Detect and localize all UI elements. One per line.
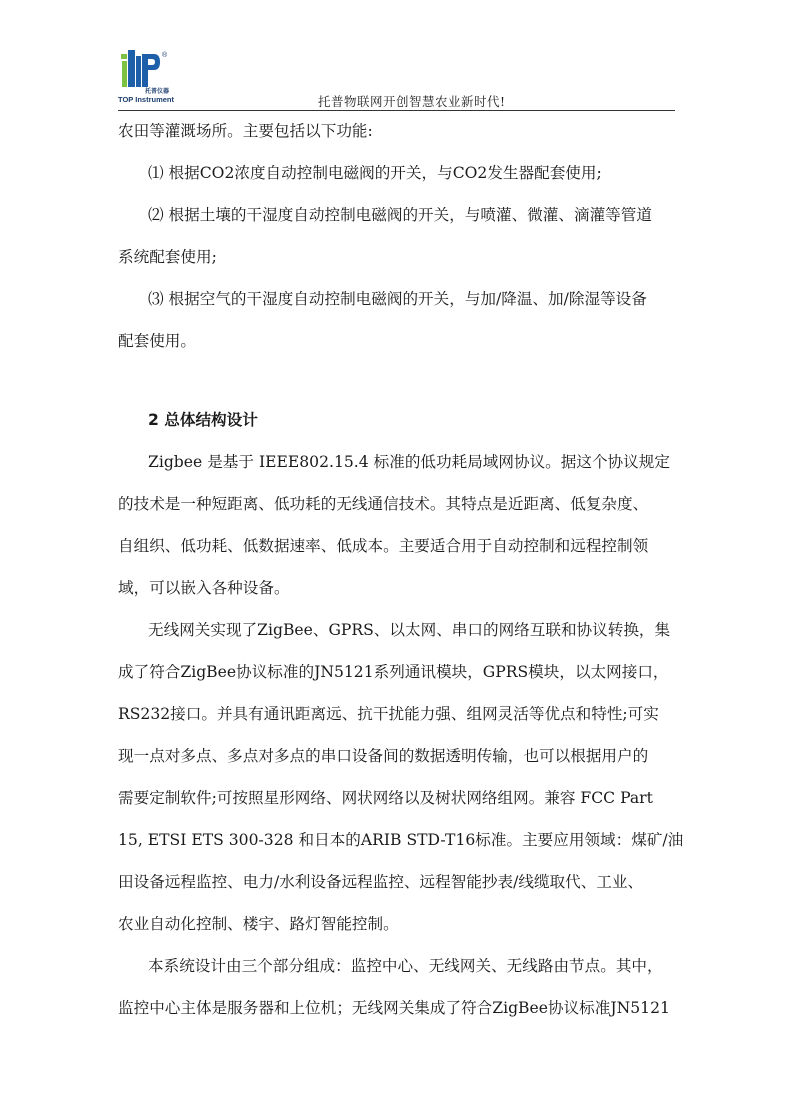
registered-mark: ®	[162, 52, 168, 59]
paragraph-line: RS232接口。并具有通讯距离远、抗干扰能力强、组网灵活等优点和特性;可实	[118, 705, 659, 723]
company-logo	[118, 50, 188, 106]
paragraph-line: 本系统设计由三个部分组成：监控中心、无线网关、无线路由节点。其中，	[148, 957, 663, 975]
paragraph-line: 系统配套使用;	[118, 248, 217, 266]
list-item-line: ⑵ 根据土壤的干湿度自动控制电磁阀的开关，与喷灌、微灌、滴灌等管道	[148, 206, 652, 224]
paragraph-line: 15, ETSI ETS 300-328 和日本的ARIB STD-T16标准。主要应用领域：煤矿/油	[118, 831, 684, 849]
paragraph-line: 无线网关实现了ZigBee、GPRS、以太网、串口的网络互联和协议转换，集	[148, 621, 671, 639]
paragraph-line: 域，可以嵌入各种设备。	[118, 579, 290, 597]
paragraph-line: 农田等灌溉场所。主要包括以下功能:	[118, 122, 373, 140]
paragraph-line: 成了符合ZigBee协议标准的JN5121系列通讯模块，GPRS模块，以太网接口，	[118, 663, 669, 681]
section-heading: 2 总体结构设计	[148, 411, 258, 429]
logo-chinese-name: 托普仪器	[145, 88, 170, 95]
logo-english-name: TOP Instrument	[118, 95, 174, 104]
paragraph-line: 监控中心主体是服务器和上位机；无线网关集成了符合ZigBee协议标准JN5121	[118, 999, 670, 1017]
paragraph-line: 需要定制软件;可按照星形网络、网状网络以及树状网络组网。兼容 FCC Part	[118, 789, 653, 807]
paragraph-line: Zigbee 是基于 IEEE802.15.4 标准的低功耗局域网协议。据这个协议规定	[148, 453, 670, 471]
header-divider	[118, 110, 675, 111]
paragraph-line: 配套使用。	[118, 332, 196, 350]
header-tagline: 托普物联网开创智慧农业新时代!	[318, 94, 506, 109]
paragraph-line: 农业自动化控制、楼宇、路灯智能控制。	[118, 915, 399, 933]
paragraph-line: 现一点对多点、多点对多点的串口设备间的数据透明传输，也可以根据用户的	[118, 747, 649, 765]
paragraph-line: 自组织、低功耗、低数据速率、低成本。主要适合用于自动控制和远程控制领	[118, 537, 649, 555]
paragraph-line: 田设备远程监控、电力/水利设备远程监控、远程智能抄表/线缆取代、工业、	[118, 873, 644, 891]
list-item-line: ⑴ 根据CO2浓度自动控制电磁阀的开关，与CO2发生器配套使用;	[148, 164, 602, 182]
tp-logo-icon	[118, 50, 164, 90]
paragraph-line: 的技术是一种短距离、低功耗的无线通信技术。其特点是近距离、低复杂度、	[118, 495, 649, 513]
list-item-line: ⑶ 根据空气的干湿度自动控制电磁阀的开关，与加/降温、加/除湿等设备	[148, 290, 647, 308]
